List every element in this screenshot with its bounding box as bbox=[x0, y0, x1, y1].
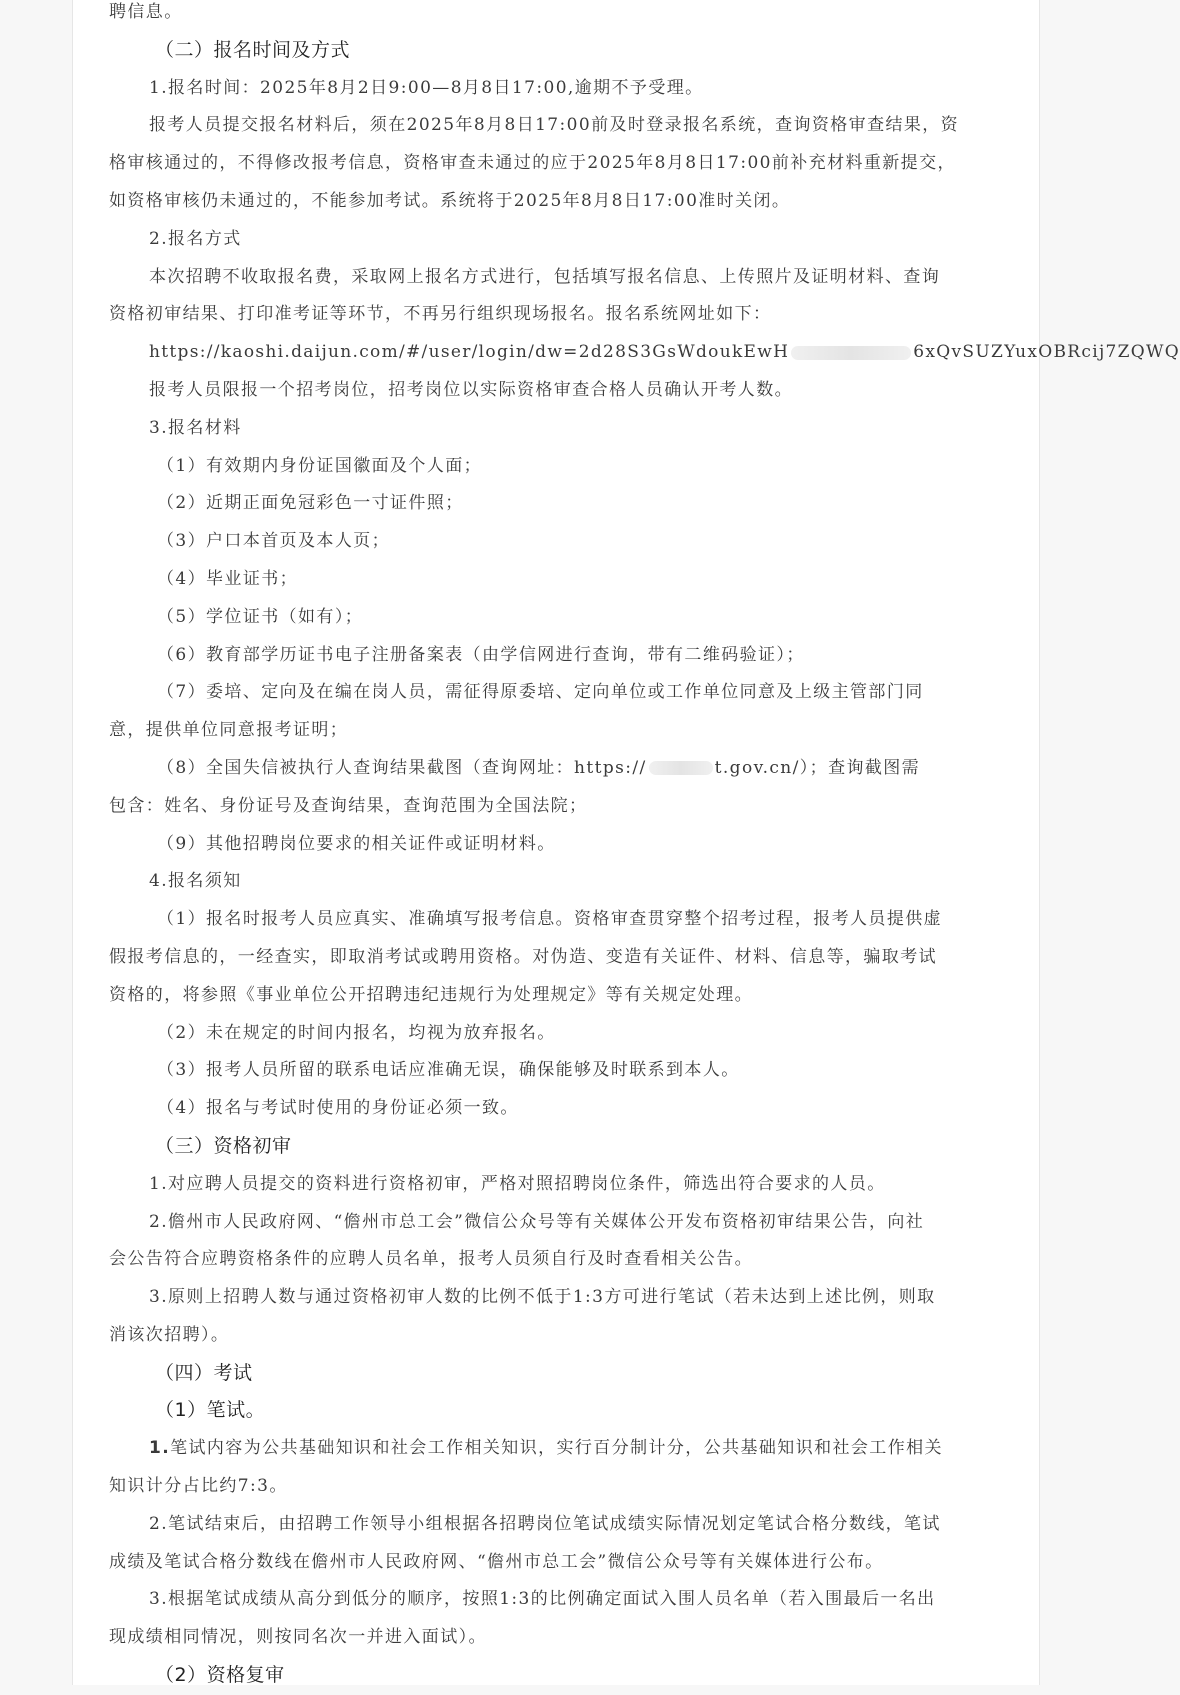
subsection-heading: 3.报名材料 bbox=[149, 417, 242, 438]
text-line: 资格初审结果、打印准考证等环节，不再另行组织现场报名。报名系统网址如下： bbox=[109, 304, 772, 325]
subsection-heading: （1）笔试。 bbox=[155, 1399, 266, 1422]
list-item: （2）近期正面免冠彩色一寸证件照； bbox=[157, 493, 464, 514]
text-line bbox=[109, 1430, 1009, 1468]
text-line: 本次招聘不收取报名费，采取网上报名方式进行，包括填写报名信息、上传照片及证明材料、查询 bbox=[149, 266, 941, 287]
text-segment: t.gov.cn/）；查询截图需 bbox=[714, 757, 921, 778]
blurred-text bbox=[649, 761, 713, 775]
list-item: （7）委培、定向及在编在岗人员，需征得原委培、定向单位或工作单位同意及上级主管部门同 bbox=[157, 682, 924, 703]
registration-url[interactable] bbox=[109, 334, 1180, 372]
text-line: 现成绩相同情况，则按同名次一并进入面试）。 bbox=[109, 1627, 487, 1648]
text-line: 格审核通过的，不得修改报考信息，资格审查未通过的应于2025年8月8日17:00前补充材料重新提交， bbox=[109, 153, 956, 174]
text-line: 假报考信息的，一经查实，即取消考试或聘用资格。对伪造、变造有关证件、材料、信息等，骗取考试 bbox=[109, 946, 937, 967]
subsection-heading: 4.报名须知 bbox=[149, 871, 242, 892]
document-page bbox=[72, 0, 1180, 1687]
list-item: （3）报考人员所留的联系电话应准确无误，确保能够及时联系到本人。 bbox=[157, 1060, 740, 1081]
text-line: 3.根据笔试成绩从高分到低分的顺序，按照1:3的比例确定面试入围人员名单（若入围最后一名出 bbox=[149, 1589, 936, 1610]
blurred-text bbox=[791, 346, 911, 360]
text-line: 2.儋州市人民政府网、“儋州市总工会”微信公众号等有关媒体公开发布资格初审结果公告，向社 bbox=[149, 1211, 925, 1232]
list-item: （5）学位证书（如有）； bbox=[157, 606, 364, 627]
subsection-heading: 2.报名方式 bbox=[149, 228, 242, 249]
text-line: 2.笔试结束后，由招聘工作领导小组根据各招聘岗位笔试成绩实际情况划定笔试合格分数线，笔试 bbox=[149, 1513, 941, 1534]
text-line: 知识计分占比约7:3。 bbox=[109, 1476, 288, 1497]
section-heading: （三）资格初审 bbox=[155, 1134, 292, 1157]
text-line: 1.报名时间：2025年8月2日9:00—8月8日17:00,逾期不予受理。 bbox=[149, 77, 704, 98]
list-item: （2）未在规定的时间内报名，均视为放弃报名。 bbox=[157, 1022, 556, 1043]
text-line: 聘信息。 bbox=[109, 2, 183, 22]
url-part-visible: https://kaoshi.daijun.com/#/user/login/dw=2d28S3GsWdoukEwH bbox=[149, 342, 790, 363]
text-line: 如资格审核仍未通过的，不能参加考试。系统将于2025年8月8日17:00准时关闭。 bbox=[109, 190, 791, 211]
list-item: （6）教育部学历证书电子注册备案表（由学信网进行查询，带有二维码验证）； bbox=[157, 644, 805, 665]
text-segment: （8）全国失信被执行人查询结果截图（查询网址：https:// bbox=[157, 757, 647, 778]
text-segment: 笔试内容为公共基础知识和社会工作相关知识，实行百分制计分，公共基础知识和社会工作相关 bbox=[170, 1438, 943, 1459]
section-heading: （二）报名时间及方式 bbox=[155, 38, 351, 61]
list-item: （4）报名与考试时使用的身份证必须一致。 bbox=[157, 1098, 519, 1119]
list-item: （9）其他招聘岗位要求的相关证件或证明材料。 bbox=[157, 833, 556, 854]
text-line: 消该次招聘）。 bbox=[109, 1324, 230, 1345]
list-item: （3）户口本首页及本人页； bbox=[157, 531, 391, 552]
list-item: （1）报名时报考人员应真实、准确填写报考信息。资格审查贯穿整个招考过程，报考人员提供虚 bbox=[157, 909, 943, 930]
text-line: 意，提供单位同意报考证明； bbox=[109, 720, 349, 741]
text-line: 包含：姓名、身份证号及查询结果，查询范围为全国法院； bbox=[109, 795, 588, 816]
section-heading: （四）考试 bbox=[155, 1361, 253, 1384]
subsection-heading: （2）资格复审 bbox=[155, 1664, 285, 1687]
document-body bbox=[109, 0, 1180, 1695]
list-item bbox=[109, 750, 1009, 788]
url-part-visible-end: 6xQvSUZYuxOBRcij7ZQWQ bbox=[913, 342, 1180, 363]
text-line: 报考人员限报一个招考岗位，招考岗位以实际资格审查合格人员确认开考人数。 bbox=[149, 379, 793, 400]
text-line: 会公告符合应聘资格条件的应聘人员名单，报考人员须自行及时查看相关公告。 bbox=[109, 1249, 753, 1270]
text-line: 报考人员提交报名材料后，须在2025年8月8日17:00前及时登录报名系统，查询资格审查结果，资 bbox=[149, 115, 960, 136]
item-number: 1. bbox=[149, 1438, 171, 1459]
text-line: 成绩及笔试合格分数线在儋州市人民政府网、“儋州市总工会”微信公众号等有关媒体进行公布。 bbox=[109, 1551, 884, 1572]
text-line: 3.原则上招聘人数与通过资格初审人数的比例不低于1:3方可进行笔试（若未达到上述比例，则取 bbox=[149, 1287, 936, 1308]
text-line: 资格的，将参照《事业单位公开招聘违纪违规行为处理规定》等有关规定处理。 bbox=[109, 984, 753, 1005]
text-line: 1.对应聘人员提交的资料进行资格初审，严格对照招聘岗位条件，筛选出符合要求的人员。 bbox=[149, 1173, 886, 1194]
list-item: （4）毕业证书； bbox=[157, 568, 299, 589]
list-item: （1）有效期内身份证国徽面及个人面； bbox=[157, 455, 483, 476]
